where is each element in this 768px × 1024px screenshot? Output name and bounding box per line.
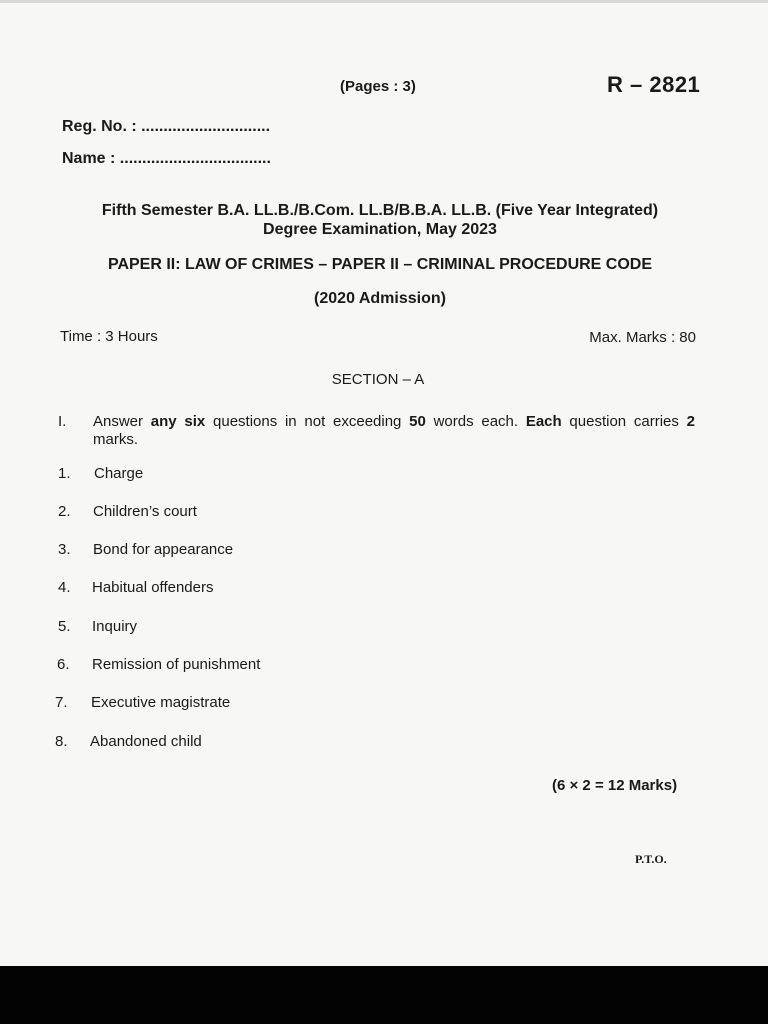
reg-no-field: Reg. No. : ............................. bbox=[62, 118, 271, 135]
instruction-text bbox=[93, 413, 695, 449]
question-number: 3. bbox=[58, 541, 71, 558]
question-text: Abandoned child bbox=[90, 733, 202, 750]
question-text: Executive magistrate bbox=[91, 694, 231, 711]
question-number: 1. bbox=[58, 465, 71, 482]
instruction-bold: 50 bbox=[409, 413, 426, 430]
question-number: 5. bbox=[58, 618, 71, 635]
question-number: 7. bbox=[55, 694, 68, 711]
instruction-bold: 2 bbox=[686, 413, 695, 430]
max-marks: Max. Marks : 80 bbox=[589, 329, 696, 346]
question-text: Habitual offenders bbox=[92, 579, 214, 596]
instruction-part: questions in not exceeding bbox=[205, 413, 410, 430]
page-count: (Pages : 3) bbox=[340, 78, 416, 95]
question-text: Children’s court bbox=[93, 503, 197, 520]
question-number: 6. bbox=[57, 656, 70, 673]
scan-edge bbox=[0, 0, 768, 3]
instruction-bold: any six bbox=[150, 413, 206, 430]
question-text: Bond for appearance bbox=[93, 541, 234, 558]
paper-title: PAPER II: LAW OF CRIMES – PAPER II – CRIMINAL PROCEDURE CODE bbox=[107, 256, 653, 273]
paper-code: R – 2821 bbox=[607, 72, 701, 97]
question-number: 8. bbox=[55, 733, 68, 750]
instruction-part: marks. bbox=[93, 431, 138, 448]
question-text: Charge bbox=[94, 465, 144, 482]
question-number: 2. bbox=[58, 503, 71, 520]
instruction-number: I. bbox=[58, 413, 67, 430]
scan-bottom-border bbox=[0, 966, 768, 1024]
instruction-part: Answer bbox=[93, 413, 151, 430]
name-field: Name : .................................. bbox=[62, 150, 271, 167]
admission-year: (2020 Admission) bbox=[314, 290, 446, 307]
exam-title-line1: Fifth Semester B.A. LL.B./B.Com. LL.B/B.B.A. LL.B. (Five Year Integrated) bbox=[101, 202, 659, 219]
instruction-part: words each. bbox=[425, 413, 526, 430]
pto-note: P.T.O. bbox=[635, 852, 667, 866]
question-text: Inquiry bbox=[92, 618, 138, 635]
instruction-part: question carries bbox=[561, 413, 687, 430]
instruction-bold: Each bbox=[525, 413, 562, 430]
section-heading: SECTION – A bbox=[331, 371, 425, 388]
section-marks-total: (6 × 2 = 12 Marks) bbox=[552, 777, 678, 794]
time-allowed: Time : 3 Hours bbox=[60, 328, 158, 345]
exam-title-line2: Degree Examination, May 2023 bbox=[263, 221, 497, 238]
question-text: Remission of punishment bbox=[92, 656, 261, 673]
question-number: 4. bbox=[58, 579, 71, 596]
